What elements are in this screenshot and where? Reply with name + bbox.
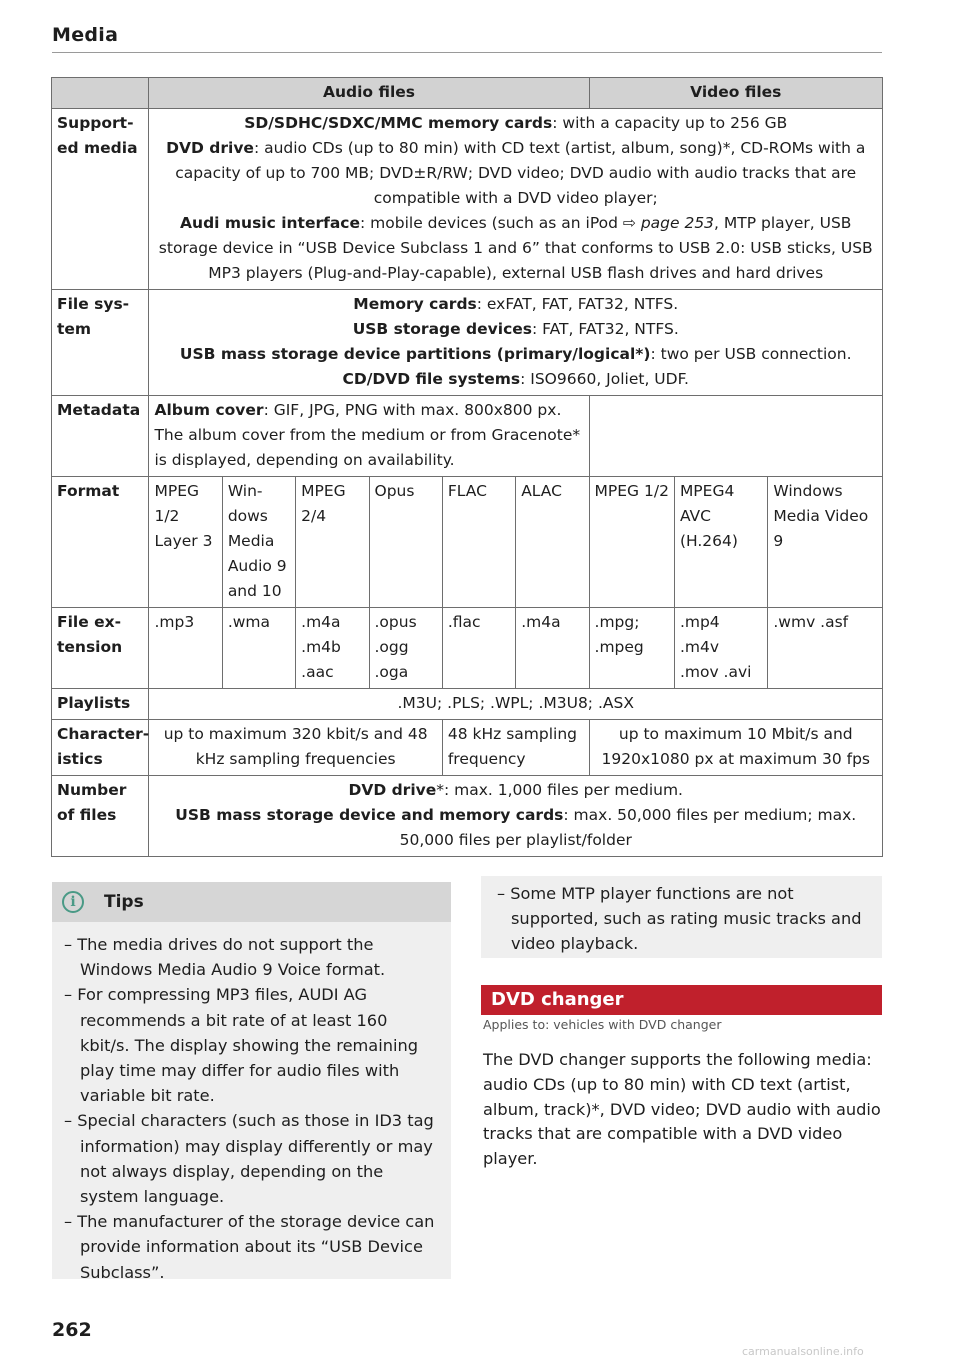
extension-cell: .wmv .asf — [768, 608, 883, 689]
playlists-cell: .M3U; .PLS; .WPL; .M3U8; .ASX — [149, 689, 883, 720]
format-cell: MPEG 2/4 — [296, 477, 369, 608]
table-row — [52, 290, 883, 396]
format-cell: MPEG 1/2 Layer 3 — [149, 477, 222, 608]
format-cell: Windows Media Video 9 — [768, 477, 883, 608]
dvd-drive-label: DVD drive — [166, 139, 254, 157]
table-row — [52, 477, 883, 608]
tips-box — [52, 882, 451, 1282]
format-cell: FLAC — [442, 477, 515, 608]
media-formats-table — [51, 77, 883, 857]
characteristics-audio-sampling-cell: 48 kHz sampling frequency — [442, 720, 589, 776]
table-row — [52, 109, 883, 290]
format-cell: Win-dows Media Audio 9 and 10 — [222, 477, 295, 608]
row-label-number-of-files: Number of files — [52, 776, 149, 857]
album-cover-label: Album cover — [154, 401, 264, 419]
metadata-cell — [149, 396, 589, 477]
sd-label: SD/SDHC/SDXC/MMC memory cards — [244, 114, 553, 132]
memory-cards-label: Memory cards — [353, 295, 477, 313]
table-row — [52, 689, 883, 720]
extension-cell: .mp4 .m4v .mov .avi — [674, 608, 767, 689]
page-section-title: Media — [52, 24, 119, 46]
usb-storage-label: USB storage devices — [352, 320, 532, 338]
dvd-drive-text: : audio CDs (up to 80 min) with CD text (artist, album, song)*, CD-ROMs with a capacity of up to 700 MB; DVD±R/RW; DVD video; DVD audio with audio tracks that are compatible with a DVD video player; — [175, 139, 866, 207]
row-label-file-system: File sys-tem — [52, 290, 149, 396]
partitions-text: : two per USB connection. — [650, 345, 852, 363]
file-system-cell — [149, 290, 883, 396]
info-icon: i — [62, 891, 84, 913]
table-row — [52, 776, 883, 857]
table-row — [52, 720, 883, 776]
extension-cell: .opus .ogg .oga — [369, 608, 442, 689]
tips-header — [52, 882, 451, 922]
row-label-playlists: Playlists — [52, 689, 149, 720]
extension-cell: .flac — [442, 608, 515, 689]
cd-dvd-fs-text: : ISO9660, Joliet, UDF. — [520, 370, 689, 388]
row-label-characteristics: Character-istics — [52, 720, 149, 776]
format-cell: Opus — [369, 477, 442, 608]
usb-storage-text: : FAT, FAT32, NTFS. — [532, 320, 679, 338]
table-row — [52, 608, 883, 689]
ami-label: Audi music interface — [180, 214, 361, 232]
row-label-metadata: Metadata — [52, 396, 149, 477]
nf-usb-text: : max. 50,000 files per medium; max. 50,000 files per playlist/folder — [399, 806, 857, 849]
sd-text: : with a capacity up to 256 GB — [552, 114, 788, 132]
characteristics-audio-cell: up to maximum 320 kbit/s and 48 kHz sampling frequencies — [149, 720, 442, 776]
row-label-format: Format — [52, 477, 149, 608]
header-audio-files: Audio files — [149, 78, 589, 109]
page-link[interactable]: ⇨ page 253 — [622, 214, 715, 232]
extension-cell: .m4a .m4b .aac — [296, 608, 369, 689]
header-blank-cell — [52, 78, 149, 109]
header-video-files: Video files — [589, 78, 882, 109]
format-cell: MPEG4 AVC (H.264) — [674, 477, 767, 608]
album-cover-text: : GIF, JPG, PNG with max. 800x800 px. The album cover from the medium or from Gracenote* is displayed, depending on availability. — [154, 401, 581, 469]
ami-text-2: , MTP player, USB storage device in “USB Device Subclass 1 and 6” that conforms to USB 2.0: USB sticks, USB MP3 players (Plug-and-Play-capable), external USB flash drives and hard drives — [158, 214, 873, 282]
metadata-video-empty — [589, 396, 882, 477]
dvd-changer-heading: DVD changer — [481, 985, 882, 1015]
ami-text: : mobile devices (such as an iPod — [360, 214, 623, 232]
number-of-files-cell — [149, 776, 883, 857]
memory-cards-text: : exFAT, FAT, FAT32, NTFS. — [476, 295, 679, 313]
tips-list — [52, 922, 451, 1285]
list-item: – The manufacturer of the storage device can provide information about its “USB Device Subclass”. — [64, 1212, 435, 1282]
partitions-label: USB mass storage device partitions (primary/logical*) — [179, 345, 651, 363]
mtp-note-text: – Some MTP player functions are not supported, such as rating music tracks and video playback. — [497, 884, 862, 953]
row-label-supported-media: Support-ed media — [52, 109, 149, 290]
table-header-row — [52, 78, 883, 109]
list-item: – Special characters (such as those in ID3 tag information) may display differently or may not always display, depending on the system language. — [64, 1111, 434, 1207]
format-cell: MPEG 1/2 — [589, 477, 674, 608]
header-divider — [52, 52, 882, 53]
watermark: carmanualsonline.info — [742, 1345, 864, 1358]
tips-title: Tips — [104, 892, 144, 912]
cd-dvd-fs-label: CD/DVD file systems — [342, 370, 521, 388]
list-item: – For compressing MP3 files, AUDI AG recommends a bit rate of at least 160 kbit/s. The display showing the remaining play time may differ for audio files with variable bit rate. — [64, 985, 419, 1106]
nf-dvd-text: *: max. 1,000 files per medium. — [436, 781, 683, 799]
extension-cell: .wma — [222, 608, 295, 689]
mtp-note-box — [481, 876, 882, 958]
table-row — [52, 396, 883, 477]
characteristics-video-cell: up to maximum 10 Mbit/s and 1920x1080 px at maximum 30 fps — [589, 720, 882, 776]
row-label-file-extension: File ex-tension — [52, 608, 149, 689]
nf-usb-label: USB mass storage device and memory cards — [175, 806, 564, 824]
dvd-changer-text: The DVD changer supports the following media: audio CDs (up to 80 min) with CD text (artist, album, track)*, DVD video; DVD audio with audio tracks that are compatible with a DVD video player. — [483, 1050, 881, 1169]
page-number: 262 — [52, 1319, 92, 1341]
format-cell: ALAC — [516, 477, 589, 608]
nf-dvd-label: DVD drive — [348, 781, 437, 799]
extension-cell: .mpg; .mpeg — [589, 608, 674, 689]
extension-cell: .m4a — [516, 608, 589, 689]
list-item: – The media drives do not support the Windows Media Audio 9 Voice format. — [64, 935, 386, 980]
extension-cell: .mp3 — [149, 608, 222, 689]
supported-media-cell — [149, 109, 883, 290]
applies-to-note: Applies to: vehicles with DVD changer — [483, 1017, 722, 1032]
